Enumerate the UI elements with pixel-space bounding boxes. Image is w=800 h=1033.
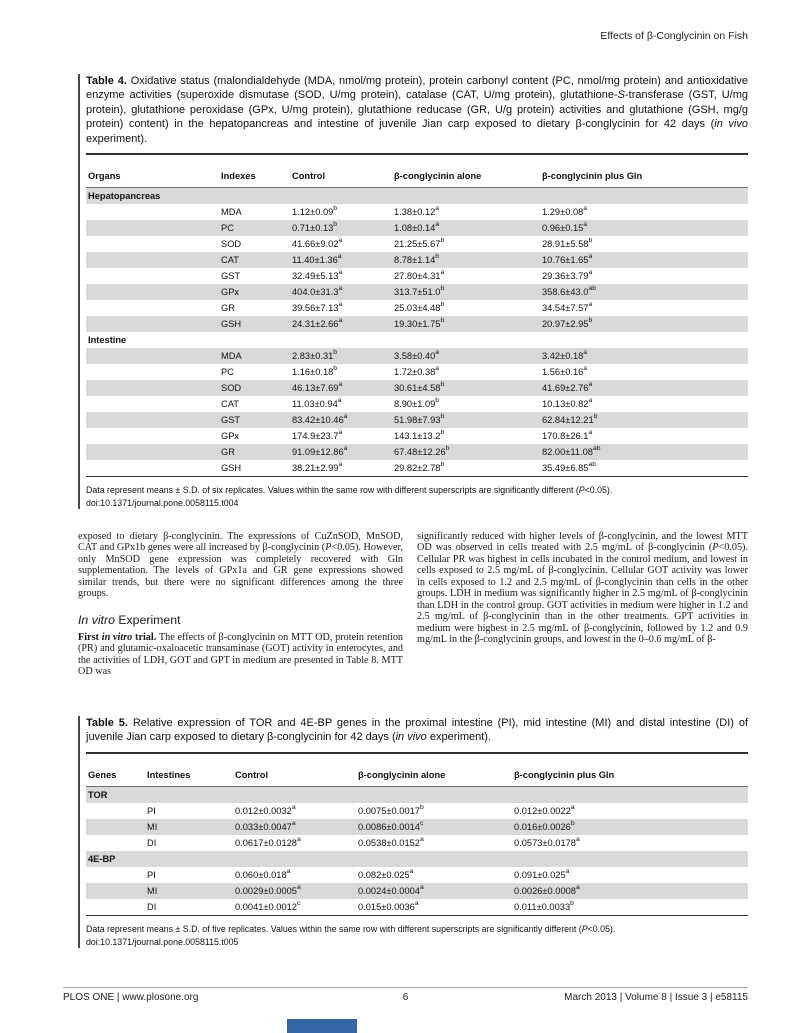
text-segment: Table 5.: [86, 717, 133, 729]
value-cell: [86, 803, 145, 819]
value-cell: [86, 819, 145, 835]
column-header: Control: [233, 766, 356, 787]
text-segment: P: [325, 542, 332, 554]
row-label-cell: PI: [147, 805, 156, 816]
value-cell: [86, 835, 145, 851]
column-header: Intestines: [145, 766, 233, 787]
value-cell: 8.90±1.09$^b$: [394, 397, 440, 410]
value-cell: 0.0024±0.0004$^a$: [358, 884, 424, 896]
value-cell: 0.091±0.025$^a$: [514, 868, 570, 880]
table-row: [86, 819, 748, 835]
column-header: β-conglycinin alone: [392, 167, 540, 188]
table5-caption-rule: [86, 752, 748, 754]
section-label: TOR: [88, 789, 108, 800]
table5-footnote: [86, 923, 748, 935]
table4-header: [86, 167, 748, 188]
value-cell: 313.7±51.0$^b$: [394, 285, 445, 298]
value-cell: 34.54±7.57$^a$: [542, 301, 593, 314]
value-cell: 41.66±9.02$^a$: [292, 237, 343, 250]
row-label-cell: SOD: [221, 383, 242, 394]
table-row: [86, 899, 748, 916]
right-column: [417, 531, 748, 678]
value-cell: 1.16±0.18$^b$: [292, 365, 338, 378]
value-cell: 83.42±10.46$^a$: [292, 413, 348, 426]
text-segment: -transferase (GST, U/mg protein), glutathione peroxidase (GPx, U/mg protein), glutathione reducase (GR, U/g protein) activities and glutathione (GSH, mg/g protein) content) in the hepatopancreas and intestine of juvenile Jian carp exposed to dietary β-conglycinin for 42 days (: [86, 89, 748, 131]
row-label-cell: PC: [221, 223, 234, 234]
value-cell: 1.72±0.38$^a$: [394, 365, 440, 378]
value-cell: 0.0041±0.0012$^c$: [235, 900, 301, 912]
value-cell: 30.61±4.58$^b$: [394, 381, 445, 394]
section-label: 4E-BP: [88, 853, 116, 864]
value-cell: 46.13±7.69$^a$: [292, 381, 343, 394]
right-paragraph: [417, 531, 748, 646]
value-cell: [86, 252, 219, 268]
value-cell: 1.29±0.08$^a$: [542, 205, 588, 218]
text-segment: trial.: [132, 631, 157, 643]
value-cell: [86, 883, 145, 899]
text-segment: experiment).: [86, 132, 148, 145]
value-cell: 1.12±0.09$^b$: [292, 205, 338, 218]
text-segment: The effects of β-conglycinin on MTT OD, protein retention (PR) and glutamic-oxaloacetic transaminase (GOT) activity in enterocytes, and the activities of LDH, GOT and GPT in medium are presented in Table 8. MTT OD was: [78, 631, 404, 678]
footer-page-number: 6: [402, 992, 409, 1003]
table-row: [86, 428, 748, 444]
section-row: [86, 786, 748, 803]
text-segment: <0.05). However, only MnSOD gene expression was completely recovered with Gln supplementation. The levels of GPx1a and GR gene expressions showed similar trends, but there were no significant differences among the three groups.: [78, 542, 404, 600]
table4-caption-rule: [86, 153, 748, 155]
value-cell: 24.31±2.66$^a$: [292, 317, 343, 330]
column-header: β-conglycinin plus Gln: [540, 167, 748, 188]
text-segment: Data represent means ± S.D. of five replicates. Values within the same row with different superscripts are significantly different (: [86, 923, 582, 934]
table-row: [86, 364, 748, 380]
value-cell: [86, 268, 219, 284]
table-row: [86, 396, 748, 412]
value-cell: [86, 300, 219, 316]
footer: [63, 992, 748, 1003]
value-cell: [86, 412, 219, 428]
column-header: β-conglycinin alone: [356, 766, 512, 787]
value-cell: 3.58±0.40$^a$: [394, 349, 440, 362]
value-cell: 29.82±2.78$^b$: [394, 461, 445, 474]
value-cell: 1.08±0.14$^a$: [394, 221, 440, 234]
value-cell: 143.1±13.2$^b$: [394, 429, 445, 442]
table-row: [86, 204, 748, 220]
body-columns: [78, 531, 748, 678]
footer-journal: PLOS ONE | www.plosone.org: [63, 992, 199, 1003]
section-row: [86, 851, 748, 867]
value-cell: [86, 316, 219, 332]
text-segment: First: [78, 631, 102, 643]
blue-highlight-artifact: [287, 1019, 357, 1033]
table5-caption: [86, 716, 748, 745]
text-segment: Oxidative status (malondialdehyde (MDA, nmol/mg protein), protein carbonyl content (PC, nmol/mg protein) and antioxidative enzyme activities (superoxide dismutase (SOD, U/mg protein), catalase (CAT, U/mg protein), glutathione-: [86, 75, 749, 102]
row-label-cell: GSH: [221, 463, 242, 474]
running-head: Effects of β-Conglycinin on Fish: [600, 30, 748, 42]
row-label-cell: PI: [147, 869, 156, 880]
footer-rule: [63, 987, 748, 988]
value-cell: 35.49±6.85$^{ab}$: [542, 461, 597, 474]
value-cell: 0.015±0.0036$^a$: [358, 900, 419, 912]
table4-block: [78, 74, 748, 509]
value-cell: [86, 284, 219, 300]
section-row: [86, 332, 748, 348]
text-segment: <0.05).: [584, 485, 613, 496]
value-cell: 0.012±0.0032$^a$: [235, 804, 296, 816]
row-label-cell: SOD: [221, 239, 242, 250]
value-cell: 2.83±0.31$^b$: [292, 349, 338, 362]
text-segment: S: [617, 89, 626, 102]
table5: [86, 766, 748, 916]
section-row: [86, 188, 748, 205]
table-row: [86, 268, 748, 284]
row-label-cell: DI: [147, 901, 157, 912]
value-cell: [86, 428, 219, 444]
row-label-cell: GST: [221, 271, 241, 282]
value-cell: 0.011±0.0033$^b$: [514, 900, 574, 912]
column-header: β-conglycinin plus Gln: [512, 766, 748, 787]
value-cell: [86, 444, 219, 460]
value-cell: 8.78±1.14$^b$: [394, 253, 440, 266]
row-label-cell: GR: [221, 303, 235, 314]
in-vitro-experiment-heading: [78, 613, 403, 627]
value-cell: 174.9±23.7$^a$: [292, 429, 343, 442]
row-label-cell: PC: [221, 367, 234, 378]
table4-doi: doi:10.1371/journal.pone.0058115.t004: [86, 498, 239, 509]
value-cell: 0.082±0.025$^a$: [358, 868, 414, 880]
value-cell: [86, 899, 145, 916]
section-label: Hepatopancreas: [88, 191, 161, 202]
text-segment: Experiment: [114, 612, 181, 627]
value-cell: 0.060±0.018$^a$: [235, 868, 291, 880]
table-row: [86, 460, 748, 477]
left-column: [78, 531, 403, 678]
table-row: [86, 380, 748, 396]
value-cell: 32.49±5.13$^a$: [292, 269, 343, 282]
table-row: [86, 835, 748, 851]
value-cell: 0.0538±0.0152$^a$: [358, 836, 424, 848]
value-cell: 25.03±4.48$^b$: [394, 301, 445, 314]
text-segment: P: [581, 923, 588, 934]
table-row: [86, 300, 748, 316]
text-segment: significantly reduced with higher levels of β-conglycinin, and the lowest MTT OD was observed in cells treated with 2.5 mg/mL of β-conglycinin (: [417, 531, 748, 554]
table-row: [86, 803, 748, 819]
value-cell: 10.13±0.82$^a$: [542, 397, 593, 410]
value-cell: 3.42±0.18$^a$: [542, 349, 588, 362]
text-segment: in vivo: [395, 731, 427, 744]
text-segment: experiment).: [426, 731, 491, 744]
value-cell: 0.033±0.0047$^a$: [235, 820, 296, 832]
value-cell: 21.25±5.67$^b$: [394, 237, 445, 250]
table-row: [86, 236, 748, 252]
value-cell: 27.80±4.31$^a$: [394, 269, 445, 282]
column-header: Genes: [86, 766, 145, 787]
row-label-cell: GR: [221, 447, 235, 458]
text-segment: in vitro: [101, 631, 133, 643]
table4: [86, 167, 748, 477]
value-cell: [86, 396, 219, 412]
value-cell: [86, 236, 219, 252]
value-cell: 0.71±0.13$^b$: [292, 221, 338, 234]
value-cell: [86, 460, 219, 477]
table-row: [86, 252, 748, 268]
value-cell: 91.09±12.86$^a$: [292, 445, 348, 458]
text-segment: P: [578, 485, 585, 496]
table-row: [86, 444, 748, 460]
value-cell: 19.30±1.75$^b$: [394, 317, 445, 330]
value-cell: 39.56±7.13$^a$: [292, 301, 343, 314]
value-cell: [86, 867, 145, 883]
value-cell: 28.91±5.58$^b$: [542, 237, 593, 250]
row-label-cell: CAT: [221, 255, 239, 266]
value-cell: [86, 380, 219, 396]
text-segment: Data represent means ± S.D. of six replicates. Values within the same row with different superscripts are significantly different (: [86, 485, 579, 496]
value-cell: 10.76±1.65$^a$: [542, 253, 593, 266]
value-cell: 0.0086±0.0014$^c$: [358, 820, 424, 832]
row-label-cell: GSH: [221, 319, 242, 330]
section-label: Intestine: [88, 335, 127, 346]
value-cell: 0.0617±0.0128$^a$: [235, 836, 301, 848]
value-cell: 170.8±26.1$^a$: [542, 429, 593, 442]
row-label-cell: GPx: [221, 287, 240, 298]
table-row: [86, 220, 748, 236]
value-cell: 0.0075±0.0017$^b$: [358, 804, 424, 816]
value-cell: 404.0±31.3$^a$: [292, 285, 343, 298]
value-cell: 41.69±2.76$^a$: [542, 381, 593, 394]
value-cell: 0.016±0.0026$^b$: [514, 820, 575, 832]
table-row: [86, 867, 748, 883]
table-row: [86, 348, 748, 364]
value-cell: 1.56±0.16$^a$: [542, 365, 588, 378]
table4-footnote: [86, 484, 748, 496]
value-cell: 62.84±12.21$^b$: [542, 413, 598, 426]
text-segment: Relative expression of TOR and 4E-BP genes in the proximal intestine (PI), mid intestine (MI) and distal intestine (DI) of juvenile Jian carp exposed to dietary β-conglycinin for 42 days (: [86, 717, 749, 744]
row-label-cell: MI: [147, 821, 158, 832]
value-cell: 0.0029±0.0005$^a$: [235, 884, 301, 896]
text-segment: <0.05). Cellular PR was highest in cells incubated in the control medium, and lowest in cells exposed to 2.5 mg/mL of β-conglycinin. Cellular GOT activity was lower in cells exposed to 1.2 and 2.5 mg/mL of β-conglycinin than cells in the other groups. LDH in medium was significantly higher in 2.5 mg/mL of β-conglycinin than LDH in the control group. GOT activities in medium were higher in 1.2 and 2.5 mg/mL of β-conglycinin than in the other treatments. GPT activities in medium were highest in 2.5 mg/mL of β-conglycinin, followed by 1.2 and 0.9 mg/mL in the β-conglycinin groups, and lowest in the 0–0.6 mg/mL of β-: [417, 542, 748, 646]
value-cell: 67.48±12.26$^b$: [394, 445, 450, 458]
table-row: [86, 883, 748, 899]
left-paragraph-1: [78, 531, 403, 600]
value-cell: 29.36±3.79$^a$: [542, 269, 593, 282]
column-header: Indexes: [219, 167, 290, 188]
column-header: Organs: [86, 167, 219, 188]
value-cell: [86, 364, 219, 380]
text-segment: exposed to dietary β-conglycinin. The expressions of CuZnSOD, MnSOD, CAT and GPx1b genes were all increased by β-conglycinin (: [78, 531, 404, 554]
value-cell: [86, 204, 219, 220]
value-cell: 20.97±2.95$^b$: [542, 317, 593, 330]
value-cell: 51.98±7.93$^b$: [394, 413, 445, 426]
left-paragraph-2: [78, 632, 403, 678]
table5-header: [86, 766, 748, 787]
text-segment: P: [712, 542, 719, 554]
text-segment: Table 4.: [86, 75, 131, 87]
value-cell: 0.012±0.0022$^a$: [514, 804, 575, 816]
row-label-cell: MI: [147, 885, 158, 896]
value-cell: 38.21±2.99$^a$: [292, 461, 343, 474]
row-label-cell: CAT: [221, 399, 239, 410]
column-header: Control: [290, 167, 392, 188]
value-cell: 11.03±0.94$^a$: [292, 397, 342, 410]
value-cell: [86, 348, 219, 364]
table5-doi: doi:10.1371/journal.pone.0058115.t005: [86, 936, 239, 947]
row-label-cell: MDA: [221, 351, 242, 362]
value-cell: 0.0573±0.0178$^a$: [514, 836, 580, 848]
row-label-cell: MDA: [221, 207, 242, 218]
table-row: [86, 412, 748, 428]
value-cell: 0.96±0.15$^a$: [542, 221, 588, 234]
table-row: [86, 316, 748, 332]
value-cell: 82.00±11.08$^{ab}$: [542, 445, 601, 458]
footer-issue-info: March 2013 | Volume 8 | Issue 3 | e58115: [564, 992, 748, 1003]
value-cell: 358.6±43.0$^{ab}$: [542, 285, 597, 298]
table-row: [86, 284, 748, 300]
table5-block: [78, 716, 748, 948]
text-segment: In vitro: [78, 612, 115, 627]
table4-caption: [86, 74, 748, 146]
text-segment: <0.05).: [587, 923, 616, 934]
row-label-cell: GST: [221, 415, 241, 426]
value-cell: 11.40±1.36$^a$: [292, 253, 342, 266]
row-label-cell: DI: [147, 837, 157, 848]
value-cell: [86, 220, 219, 236]
value-cell: 1.38±0.12$^a$: [394, 205, 440, 218]
text-segment: in vivo: [714, 118, 748, 131]
row-label-cell: GPx: [221, 431, 240, 442]
value-cell: 0.0026±0.0008$^a$: [514, 884, 580, 896]
